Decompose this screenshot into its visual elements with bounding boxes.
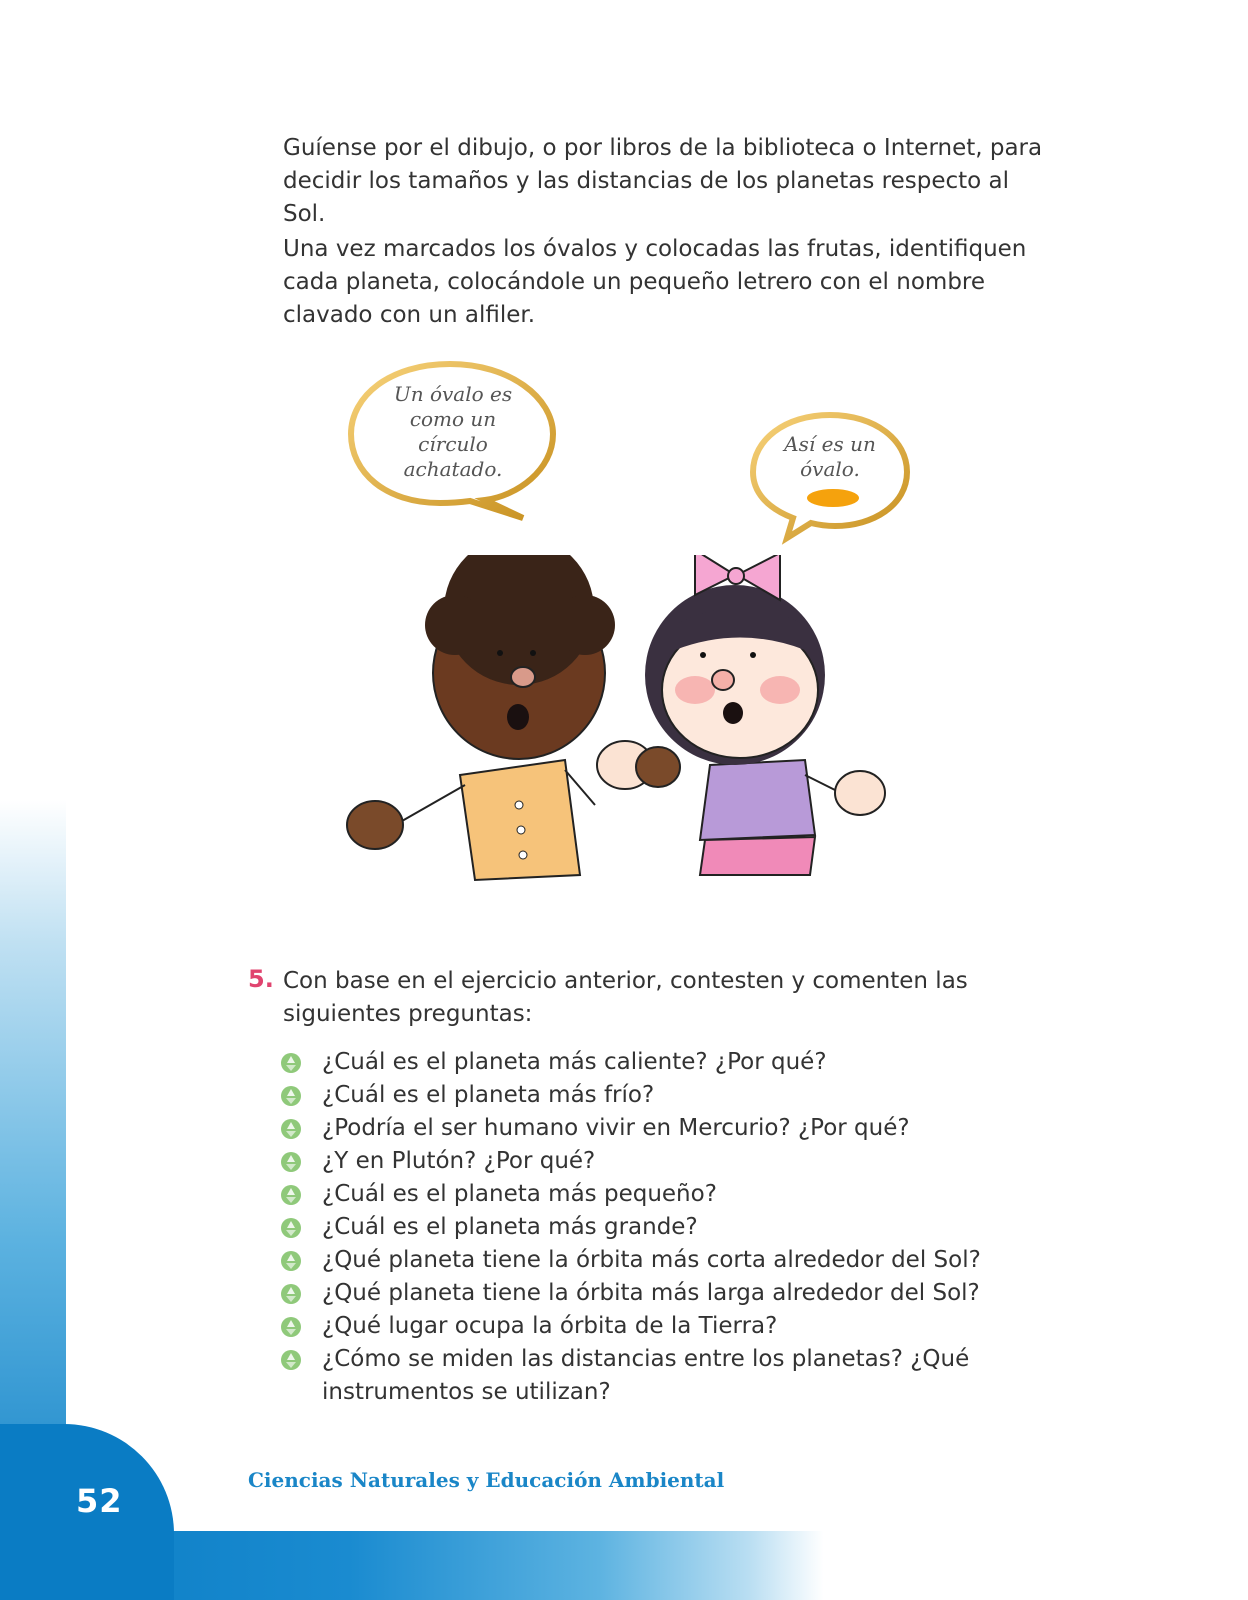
list-item <box>280 1277 1100 1310</box>
question-list <box>280 1046 1100 1409</box>
question-text: ¿Y en Plutón? ¿Por qué? <box>322 1148 596 1174</box>
list-item <box>280 1112 1100 1145</box>
recycle-icon <box>280 1118 302 1140</box>
right-bubble-line: óvalo. <box>800 457 860 481</box>
recycle-icon <box>280 1283 302 1305</box>
left-bubble-text <box>368 382 538 482</box>
left-bubble-line: achatado. <box>403 457 503 481</box>
girl-figure <box>597 555 885 875</box>
list-item <box>280 1046 1100 1079</box>
boy-figure <box>347 555 615 880</box>
list-item <box>280 1079 1100 1112</box>
exercise-number: 5. <box>248 965 274 993</box>
left-bubble-line: Un óvalo es <box>393 382 513 406</box>
left-bubble-line: círculo <box>418 432 488 456</box>
recycle-icon <box>280 1184 302 1206</box>
question-text: ¿Cuál es el planeta más grande? <box>322 1214 698 1240</box>
question-text: ¿Qué planeta tiene la órbita más corta alrededor del Sol? <box>322 1247 981 1273</box>
left-bubble-line: como un <box>409 407 497 431</box>
list-item <box>280 1244 1100 1277</box>
right-bubble-text <box>770 432 890 482</box>
recycle-icon <box>280 1217 302 1239</box>
intro-paragraph-1: Guíense por el dibujo, o por libros de la biblioteca o Internet, para decidir los tamaños y las distancias de los planetas respecto al Sol. <box>283 135 1043 227</box>
book-title: Ciencias Naturales y Educación Ambiental <box>248 1468 725 1492</box>
recycle-icon <box>280 1316 302 1338</box>
page-number: 52 <box>76 1482 123 1520</box>
oval-shape <box>807 489 859 507</box>
recycle-icon <box>280 1085 302 1107</box>
question-text: ¿Cuál es el planeta más caliente? ¿Por qué? <box>322 1049 827 1075</box>
intro-paragraph-2: Una vez marcados los óvalos y colocadas las frutas, identifiquen cada planeta, colocándole un pequeño letrero con el nombre clavado con un alfiler. <box>283 236 1027 328</box>
question-text: ¿Podría el ser humano vivir en Mercurio? ¿Por qué? <box>322 1115 910 1141</box>
right-bubble-line: Así es un <box>784 432 876 456</box>
recycle-icon <box>280 1052 302 1074</box>
question-text: ¿Cuál es el planeta más pequeño? <box>322 1181 717 1207</box>
question-text: ¿Qué planeta tiene la órbita más larga alrededor del Sol? <box>322 1280 980 1306</box>
list-item <box>280 1178 1100 1211</box>
recycle-icon <box>280 1250 302 1272</box>
exercise-prompt: Con base en el ejercicio anterior, contesten y comenten las siguientes preguntas: <box>283 968 968 1027</box>
list-item <box>280 1343 1100 1409</box>
question-text: ¿Qué lugar ocupa la órbita de la Tierra? <box>322 1313 778 1339</box>
children-illustration <box>335 555 905 895</box>
recycle-icon <box>280 1349 302 1371</box>
question-text: ¿Cómo se miden las distancias entre los planetas? ¿Qué instrumentos se utilizan? <box>322 1346 970 1405</box>
list-item <box>280 1310 1100 1343</box>
bottom-gradient-band <box>0 1531 1248 1600</box>
recycle-icon <box>280 1151 302 1173</box>
list-item <box>280 1211 1100 1244</box>
question-text: ¿Cuál es el planeta más frío? <box>322 1082 655 1108</box>
list-item <box>280 1145 1100 1178</box>
